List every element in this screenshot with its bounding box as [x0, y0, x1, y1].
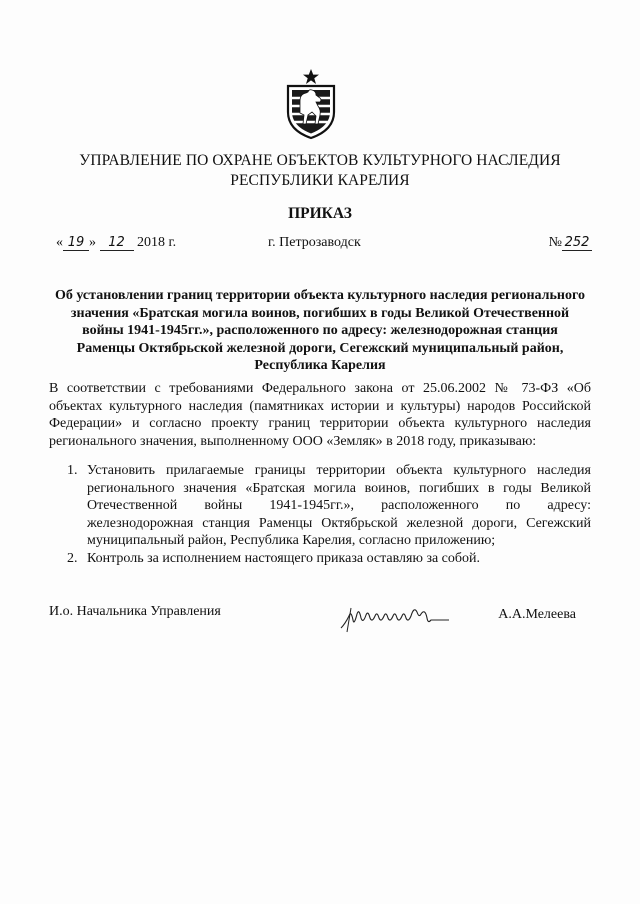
signatory-position: И.о. Начальника Управления: [49, 604, 221, 619]
preamble-line: Федерации» и согласно проекту границ территории объекта культурного наследия: [49, 416, 591, 431]
subject-line: Республика Карелия: [254, 358, 386, 373]
signatory-name: А.А.Мелеева: [498, 607, 576, 622]
subject-line: значения «Братская могила воинов, погибших в годы Великой Отечественной: [70, 305, 570, 321]
preamble-paragraph: [49, 380, 591, 450]
document-type-title: ПРИКАЗ: [288, 205, 352, 222]
order-item: [49, 462, 591, 550]
date-year: 2018 г.: [137, 235, 177, 250]
number-sign: №: [548, 235, 562, 250]
date-open-quote: «: [56, 235, 63, 250]
order-number-handwritten: 252: [562, 235, 592, 251]
preamble-line: В соответствии с требованиями Федерального закона от 25.06.2002 № 73-ФЗ «Об: [49, 381, 591, 396]
organization-name-line2: РЕСПУБЛИКИ КАРЕЛИЯ: [230, 172, 410, 189]
order-item-line: Отечественной войны 1941-1945гг.», расположенного по адресу:: [87, 498, 591, 513]
order-date: [56, 235, 176, 251]
preamble-line: регионального значения, выполненному ООО «Земляк» в 2018 году, приказываю:: [49, 433, 537, 449]
subject-line: войны 1941-1945гг.», расположенного по адресу: железнодорожная станция: [82, 323, 558, 338]
preamble-line: объектах культурного наследия (памятниках истории и культуры) народов Российской: [49, 398, 591, 414]
karelia-coat-of-arms-icon: [285, 68, 337, 140]
date-close-quote: »: [89, 235, 96, 250]
subject-line: Об установлении границ территории объекта культурного наследия регионального: [54, 288, 586, 303]
organization-name-line1: УПРАВЛЕНИЕ ПО ОХРАНЕ ОБЪЕКТОВ КУЛЬТУРНОГО НАСЛЕДИЯ: [79, 152, 561, 169]
order-item: [49, 550, 591, 568]
order-item-line: Контроль за исполнением настоящего приказа оставляю за собой.: [87, 550, 481, 566]
order-item-number: 1.: [67, 463, 78, 478]
order-item-line: Установить прилагаемые границы территории объекта культурного наследия: [87, 463, 591, 478]
date-day-handwritten: 19: [63, 235, 89, 251]
subject-line: Раменцы Октябрьской железной дороги, Сегежский муниципальный район,: [76, 340, 564, 356]
signature-block: [49, 604, 576, 634]
order-item-line: муниципальный район, Республика Карелия, согласно приложению;: [87, 533, 496, 548]
city-name: г. Петрозаводск: [268, 235, 361, 250]
order-subject: [50, 287, 590, 375]
order-items-list: [49, 462, 591, 567]
order-item-line: регионального значения «Братская могила воинов, погибших в годы Великой: [87, 480, 591, 496]
order-item-number: 2.: [67, 550, 78, 566]
date-month-handwritten: 12: [100, 235, 134, 251]
handwritten-signature: [339, 598, 454, 634]
order-item-line: железнодорожная станция Раменцы Октябрьской железной дороги, Сегежский: [87, 515, 591, 531]
date-number-row: [56, 235, 592, 257]
order-number: [549, 235, 592, 251]
